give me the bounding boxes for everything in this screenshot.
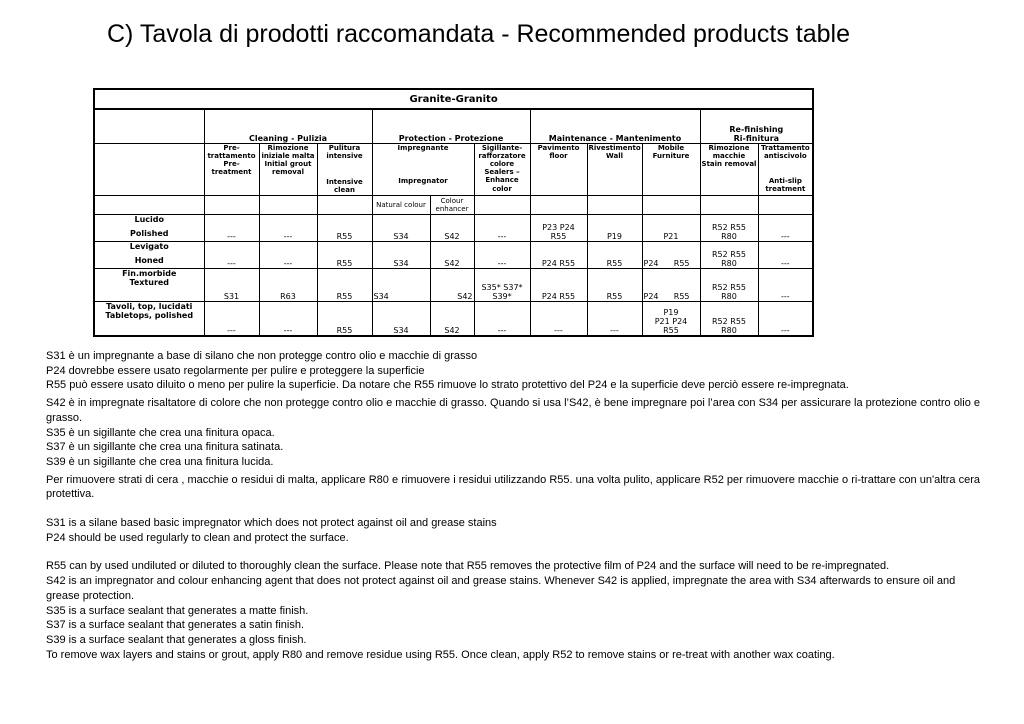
col-rimozione-malta [259, 143, 317, 195]
row-label [94, 301, 204, 336]
col-pretrattamento [204, 143, 259, 195]
group-refinishing-line1: Re-finishing [729, 124, 784, 134]
cell-natural: S34 [372, 301, 430, 336]
cell-rimozione: R63 [259, 268, 317, 301]
row-label [94, 241, 204, 268]
cell-line: R80 [721, 291, 737, 301]
cell-line: R52 R55 [711, 317, 747, 326]
cell-pavimento [530, 214, 587, 241]
table-caption-row [94, 89, 813, 109]
empty-cell [94, 195, 204, 214]
empty-cell [642, 195, 700, 214]
group-maintenance: Maintenance - Mantenimento [530, 109, 700, 143]
note-en-s35: S35 is a surface sealant that generates a matte finish. [46, 604, 309, 617]
group-refinishing [700, 109, 813, 143]
cell-line: R55 [550, 231, 567, 241]
cell-sigillante: --- [474, 214, 530, 241]
header-line: antiscivolo [763, 151, 807, 160]
cell-pavimento: P24 R55 [530, 268, 587, 301]
cell-enhancer: S42 [430, 268, 474, 301]
header-line: Anti-slip [768, 176, 802, 185]
empty-cell [474, 195, 530, 214]
header-line: Intensive [326, 177, 363, 186]
cell-pulitura: R55 [317, 268, 372, 301]
header-line: trattamento [207, 151, 256, 160]
header-line: Furniture [652, 151, 690, 160]
cell-natural: S34 [372, 241, 430, 268]
cell-enhancer: S42 [430, 214, 474, 241]
cell-line: S39* [492, 291, 512, 301]
cell-rimozione: --- [259, 214, 317, 241]
empty-cell [587, 195, 642, 214]
cell-rivestimento: R55 [587, 241, 642, 268]
cell-pavimento: --- [530, 301, 587, 336]
empty-cell [530, 195, 587, 214]
header-line: Sigillante- [481, 143, 523, 152]
cell-line: R52 R55 [711, 249, 747, 259]
cell-pulitura: R55 [317, 241, 372, 268]
row-label-en: Honed [134, 255, 164, 265]
cell-sigillante: --- [474, 301, 530, 336]
header-line: clean [333, 186, 355, 195]
cell-natural: S34 [372, 214, 430, 241]
cell-natural: S34 [372, 268, 430, 301]
row-label-it: Lucido [134, 214, 164, 224]
cell-mobile: P21 [642, 214, 700, 241]
cell-rimozione-macchie [700, 214, 758, 241]
header-line: Impregnator [398, 176, 448, 185]
cell-rivestimento: R55 [587, 268, 642, 301]
header-line: Impregnante [397, 143, 449, 152]
subcol-natural-colour: Natural colour [372, 195, 430, 214]
row-label [94, 268, 204, 301]
header-spacer [319, 160, 371, 178]
header-line: Trattamento [760, 143, 810, 152]
note-it-r55: R55 può essere usato diluito o meno per pulire la superficie. Da notare che R55 rimuove lo strato protettivo del P24 e la superficie deve perciò essere re-impregnata. [46, 379, 849, 392]
note-it-p24: P24 dovrebbe essere usato regolarmente per pulire e proteggere la superficie [46, 364, 425, 377]
header-line: Initial grout [264, 159, 312, 168]
note-en-wax: To remove wax layers and stains or grout, apply R80 and remove residue using R55. Once clean, apply R52 to remove stains or re-treat with another wax coating. [46, 648, 835, 661]
cell-pretrattamento: S31 [204, 268, 259, 301]
header-line: rafforzatore [478, 151, 526, 160]
group-cleaning: Cleaning - Pulizia [204, 109, 372, 143]
cell-line: R52 R55 [711, 282, 747, 292]
table-row [94, 214, 813, 241]
header-line: Rimozione [267, 143, 309, 152]
empty-header-cell [94, 109, 204, 143]
header-line: removal [272, 168, 304, 177]
empty-cell [259, 195, 317, 214]
row-label-en: Textured [129, 277, 170, 287]
col-antiscivolo [758, 143, 813, 195]
cell-rimozione-macchie [700, 241, 758, 268]
cell-line: R80 [721, 258, 737, 268]
cell-antiscivolo: --- [758, 241, 813, 268]
note-it-s31: S31 è un impregnante a base di silano che non protegge contro olio e macchie di grasso [46, 350, 478, 362]
group-header-row [94, 109, 813, 143]
note-en-r55: R55 can by used undiluted or diluted to thoroughly clean the surface. Please note that R55 removes the protective film of P24 and the surface will need to be re-impregnated. [46, 560, 890, 573]
row-label-en: Polished [130, 228, 169, 238]
cell-enhancer: S42 [430, 241, 474, 268]
col-rivestimento [587, 143, 642, 195]
header-line: Pre-treatment [211, 159, 252, 177]
cell-sigillante: --- [474, 241, 530, 268]
row-label [94, 214, 204, 241]
cell-line: S35* S37* [481, 282, 523, 292]
header-line: Wall [606, 151, 623, 160]
note-it-wax: Per rimuovere strati di cera , macchie o residui di malta, applicare R80 e rimuovere i residui utilizzando R55. una volta pulito, applicare R52 per rimuovere macchie o ri-trattare con un'altra cera protettiva. [46, 473, 980, 501]
cell-antiscivolo: --- [758, 268, 813, 301]
cell-pulitura: R55 [317, 214, 372, 241]
note-it-s39: S39 è un sigillante che crea una finitura lucida. [46, 455, 274, 468]
cell-line: R55 [663, 326, 679, 335]
empty-cell [758, 195, 813, 214]
recommended-products-table [93, 88, 814, 337]
header-line: Pavimento [537, 143, 580, 152]
cell-antiscivolo: --- [758, 214, 813, 241]
subcolumn-row [94, 195, 813, 214]
empty-header-cell [94, 143, 204, 195]
col-pulitura [317, 143, 372, 195]
subcol-line: enhancer [435, 204, 469, 213]
cell-line: R52 R55 [711, 222, 747, 232]
note-it-s42: S42 è in impregnate risaltatore di colore che non protegge contro olio e macchie di grasso. Quando si usa l’S42, è bene impregnare poi l’area con S34 per assicurare la protezione contro olio e grasso. [46, 397, 980, 424]
note-it-s35: S35 è un sigillante che crea una finitura opaca. [46, 426, 275, 439]
cell-pulitura: R55 [317, 301, 372, 336]
cell-pavimento: P24 R55 [530, 241, 587, 268]
header-line: Rivestimento [588, 143, 641, 152]
subcol-colour-enhancer [430, 195, 474, 214]
header-spacer [760, 160, 812, 177]
col-mobile [642, 143, 700, 195]
row-label-it: Levigato [129, 241, 169, 251]
header-line: Enhance color [485, 176, 519, 193]
cell-line: R80 [721, 231, 737, 241]
col-rimozione-macchie [700, 143, 758, 195]
header-line: macchie [712, 151, 746, 160]
header-line: Mobile [657, 143, 685, 152]
col-impregnante [372, 143, 474, 195]
header-spacer [374, 152, 473, 177]
cell-mobile [642, 301, 700, 336]
row-label-en: Tabletops, polished [105, 310, 194, 320]
cell-line: P19 [663, 308, 679, 317]
header-line: treatment [765, 185, 806, 194]
cell-mobile: P24 R55 [642, 241, 700, 268]
empty-cell [700, 195, 758, 214]
cell-rimozione-macchie [700, 268, 758, 301]
header-line: Pulitura [328, 143, 361, 152]
cell-sigillante [474, 268, 530, 301]
header-line: Stain removal [701, 159, 757, 168]
row-label-it: Fin.morbide [122, 268, 177, 278]
cell-line: P23 P24 [542, 222, 575, 232]
row-label-it: Tavoli, top, lucidati [106, 301, 193, 311]
page-title: C) Tavola di prodotti raccomandata - Recommended products table [107, 20, 850, 48]
header-line: Rimozione [708, 143, 750, 152]
column-header-row [94, 143, 813, 195]
header-line: iniziale malta [261, 151, 315, 160]
subcol-line: Colour [440, 196, 464, 205]
header-line: floor [549, 151, 568, 160]
cell-rivestimento: --- [587, 301, 642, 336]
header-line: colore [489, 159, 515, 168]
group-refinishing-line2: Ri-finitura [733, 133, 780, 143]
cell-rimozione: --- [259, 301, 317, 336]
cell-line: P21 P24 [654, 317, 688, 326]
empty-cell [317, 195, 372, 214]
notes-section [46, 349, 980, 662]
cell-mobile: P24 R55 [642, 268, 700, 301]
header-line: Pre- [223, 143, 240, 152]
header-line: Sealers – [484, 168, 520, 177]
table-row [94, 241, 813, 268]
header-line: intensive [326, 151, 363, 160]
table-caption: Granite-Granito [94, 89, 813, 109]
cell-antiscivolo: --- [758, 301, 813, 336]
cell-pretrattamento: --- [204, 301, 259, 336]
cell-rimozione: --- [259, 241, 317, 268]
cell-line: R80 [721, 326, 737, 335]
group-protection: Protection - Protezione [372, 109, 530, 143]
col-sigillante [474, 143, 530, 195]
cell-rimozione-macchie [700, 301, 758, 336]
col-pavimento [530, 143, 587, 195]
note-en-s31: S31 is a silane based basic impregnator which does not protect against oil and grease stains [46, 517, 497, 530]
note-en-p24: P24 should be used regularly to clean and protect the surface. [46, 531, 349, 544]
table-row [94, 268, 813, 301]
table-row [94, 301, 813, 336]
note-en-s42: S42 is an impregnator and colour enhancing agent that does not protect against oil and grease stains. Whenever S42 is applied, impregnate the area with S34 afterwards to ensure oil and grease protection. [46, 575, 956, 602]
cell-rivestimento: P19 [587, 214, 642, 241]
cell-pretrattamento: --- [204, 241, 259, 268]
note-it-s37: S37 è un sigillante che crea una finitura satinata. [46, 441, 284, 454]
cell-enhancer: S42 [430, 301, 474, 336]
empty-cell [204, 195, 259, 214]
note-en-s39: S39 is a surface sealant that generates a gloss finish. [46, 633, 307, 646]
note-en-s37: S37 is a surface sealant that generates a satin finish. [46, 619, 305, 632]
cell-pretrattamento: --- [204, 214, 259, 241]
